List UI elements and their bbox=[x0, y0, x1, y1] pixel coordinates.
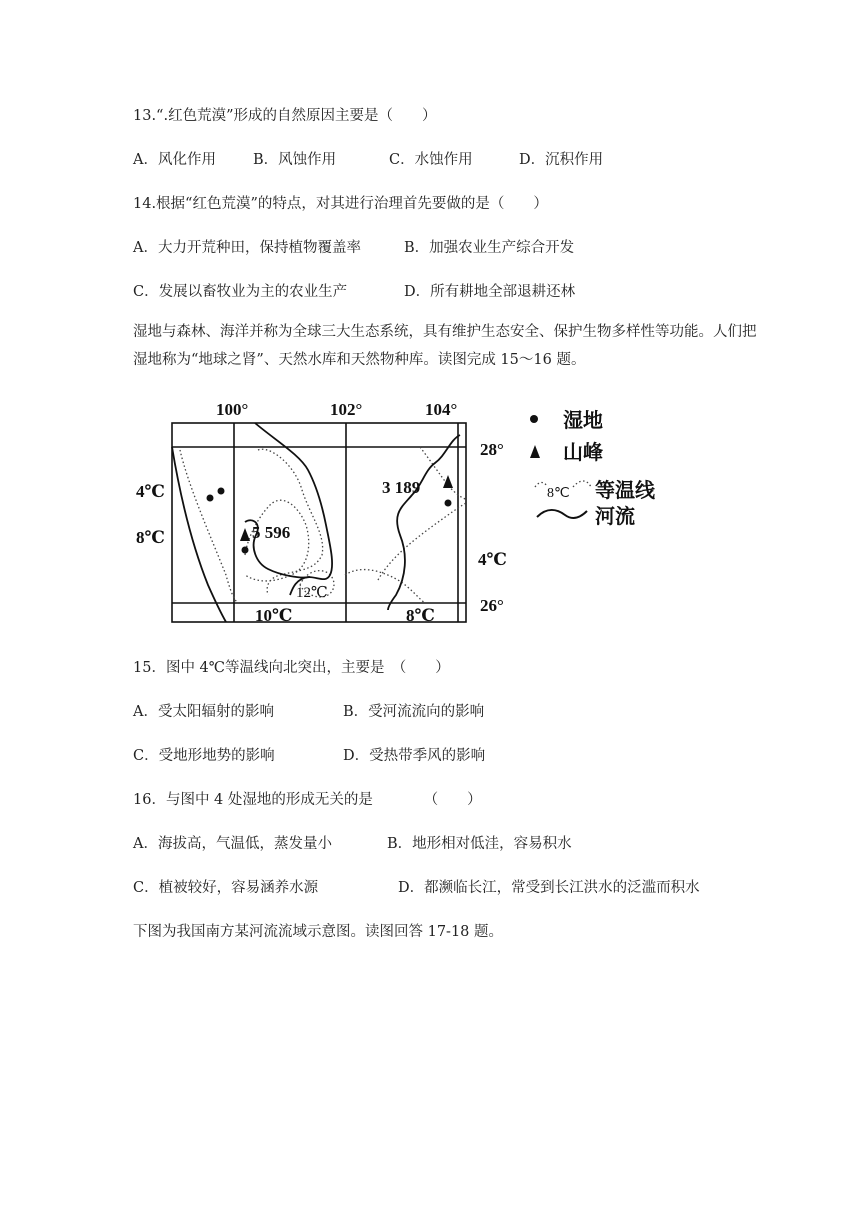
q16-option-b: B．地形相对低洼，容易积水 bbox=[387, 836, 572, 852]
q14-option-c: C．发展以畜牧业为主的农业生产 bbox=[133, 284, 348, 300]
isotherm-east-4 bbox=[378, 503, 466, 580]
q15-option-b: B．受河流流向的影响 bbox=[343, 704, 485, 720]
q13-stem: 13.“.红色荒漠”形成的自然原因主要是（ ） bbox=[133, 108, 437, 124]
peak-marker bbox=[443, 475, 453, 488]
isotherm-label: 8℃ bbox=[406, 606, 435, 625]
q15-option-a: A．受太阳辐射的影响 bbox=[133, 704, 274, 720]
q14-option-a: A．大力开荒种田，保持植物覆盖率 bbox=[133, 240, 361, 256]
legend-river-label: 河流 bbox=[595, 506, 635, 528]
legend-river-icon bbox=[537, 510, 587, 518]
river-east bbox=[388, 435, 460, 610]
wetland-dot bbox=[207, 495, 214, 502]
legend-wetland-label: 湿地 bbox=[563, 410, 603, 432]
longitude-label: 104° bbox=[425, 400, 458, 419]
q16-stem: 16．与图中 4 处湿地的形成无关的是 （ ） bbox=[133, 792, 482, 808]
map-legend bbox=[525, 405, 695, 535]
isotherm-label: 4℃ bbox=[136, 482, 165, 501]
q14-stem: 14.根据“红色荒漠”的特点，对其进行治理首先要做的是（ ） bbox=[133, 196, 548, 212]
latitude-label: 28° bbox=[480, 440, 504, 459]
longitude-label: 100° bbox=[216, 400, 249, 419]
river-west bbox=[172, 447, 226, 622]
q13-option-a: A．风化作用 bbox=[133, 152, 216, 168]
peak-elevation-label: 5 596 bbox=[252, 523, 291, 542]
wetland-dot bbox=[242, 547, 249, 554]
wetland-isotherm-map bbox=[130, 395, 530, 625]
wetland-dot bbox=[445, 500, 452, 507]
q15-option-d: D．受热带季风的影响 bbox=[343, 748, 486, 764]
isotherm-label: 12℃ bbox=[296, 585, 328, 601]
q14-option-b: B．加强农业生产综合开发 bbox=[404, 240, 575, 256]
legend-peak-icon bbox=[530, 445, 540, 458]
isotherm-label: 10℃ bbox=[255, 606, 293, 625]
isotherm-east-8 bbox=[345, 570, 425, 603]
legend-wetland-icon bbox=[530, 415, 538, 423]
latitude-label: 26° bbox=[480, 596, 504, 615]
q15-option-c: C．受地形地势的影响 bbox=[133, 748, 275, 764]
legend-isotherm-label: 等温线 bbox=[595, 480, 655, 502]
q16-option-a: A．海拔高，气温低，蒸发量小 bbox=[133, 836, 332, 852]
q16-option-d: D．都濒临长江，常受到长江洪水的泛滥而积水 bbox=[398, 880, 700, 896]
peak-marker bbox=[240, 528, 250, 541]
legend-isotherm-icon bbox=[535, 483, 547, 488]
longitude-label: 102° bbox=[330, 400, 363, 419]
q14-option-d: D．所有耕地全部退耕还林 bbox=[404, 284, 576, 300]
q13-option-b: B．风蚀作用 bbox=[253, 152, 337, 168]
q15-stem: 15．图中 4℃等温线向北突出，主要是 （ ） bbox=[133, 660, 450, 676]
intro-paragraph-15-16: 湿地与森林、海洋并称为全球三大生态系统，具有维护生态安全、保护生物多样性等功能。人们把湿地称为“地球之肾”、天然水库和天然物种库。读图完成 15～16 题。 bbox=[133, 324, 757, 368]
q13-option-c: C．水蚀作用 bbox=[389, 152, 473, 168]
isotherm-label: 4℃ bbox=[478, 550, 507, 569]
intro-paragraph-17-18: 下图为我国南方某河流流域示意图。读图回答 17-18 题。 bbox=[133, 924, 504, 940]
peak-elevation-label: 3 189 bbox=[382, 478, 421, 497]
wetland-dot bbox=[218, 488, 225, 495]
isotherm-label: 8℃ bbox=[136, 528, 165, 547]
q13-option-d: D．沉积作用 bbox=[519, 152, 604, 168]
q16-option-c: C．植被较好，容易涵养水源 bbox=[133, 880, 319, 896]
legend-peak-label: 山峰 bbox=[563, 442, 603, 464]
legend-isotherm-sample: 8℃ bbox=[547, 486, 570, 501]
